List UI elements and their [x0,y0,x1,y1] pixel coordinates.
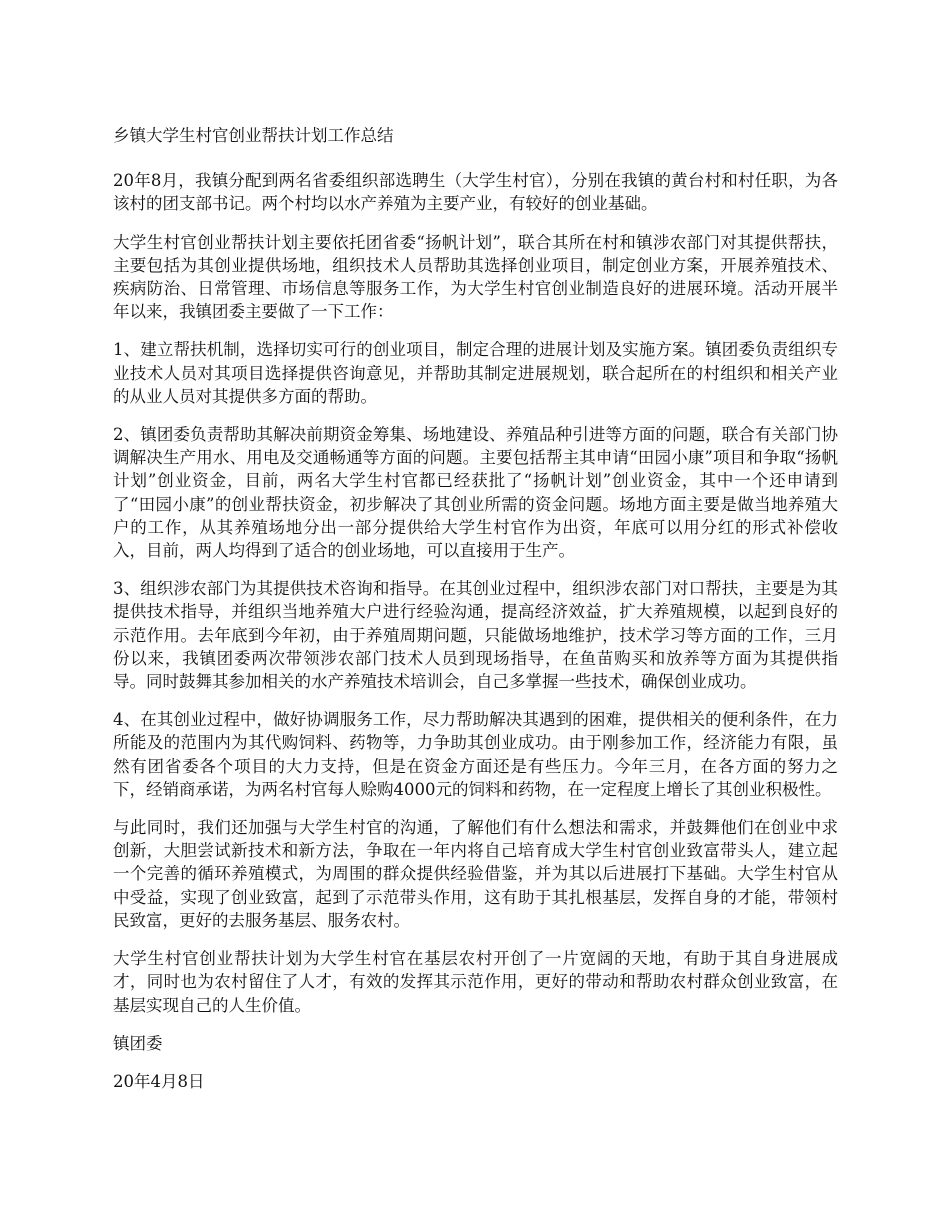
document-title: 乡镇大学生村官创业帮扶计划工作总结 [113,126,394,145]
document-date: 20年4月8日 [113,1071,205,1091]
paragraph-item-3: 3、组织涉农部门为其提供技术咨询和指导。在其创业过程中，组织涉农部门对口帮扶，主要是为其提供技术指导，并组织当地养殖大户进行经验沟通，提高经济效益，扩大养殖规模，以起到良好的示范作用。去年底到今年初，由于养殖周期问题，只能做场地维护，技术学习等方面的工作，三月份以来，我镇团委两次带领涉农部门技术人员到现场指导，在鱼苗购买和放养等方面为其提供指导。同时鼓舞其参加相关的水产养殖技术培训会，自己多掌握一些技术，确保创业成功。 [113,579,838,692]
paragraph-intro: 20年8月，我镇分配到两名省委组织部选聘生（大学生村官），分别在我镇的黄台村和村任职，为各该村的团支部书记。两个村均以水产养殖为主要产业，有较好的创业基础。 [113,171,838,214]
paragraph-item-1: 1、建立帮扶机制，选择切实可行的创业项目，制定合理的进展计划及实施方案。镇团委负责组织专业技术人员对其项目选择提供咨询意见，并帮助其制定进展规划，联合起所在的村组织和相关产业的从业人员对其提供多方面的帮助。 [113,340,838,406]
paragraph-communication: 与此同时，我们还加强与大学生村官的沟通，了解他们有什么想法和需求，并鼓舞他们在创业中求创新，大胆尝试新技术和新方法，争取在一年内将自己培育成大学生村官创业致富带头人，建立起一个完善的循环养殖模式，为周围的群众提供经验借鉴，并为其以后进展打下基础。大学生村官从中受益，实现了创业致富，起到了示范带头作用，这有助于其扎根基层，发挥自身的才能，带领村民致富，更好的去服务基层、服务农村。 [113,818,838,930]
paragraph-item-2: 2、镇团委负责帮助其解决前期资金筹集、场地建设、养殖品种引进等方面的问题，联合有关部门协调解决生产用水、用电及交通畅通等方面的问题。主要包括帮主其申请“田园小康”项目和争取“扬帆计划”创业资金，目前，两名大学生村官都已经获批了“扬帆计划”创业资金，其中一个还申请到了“田园小康”的创业帮扶资金，初步解决了其创业所需的资金问题。场地方面主要是做当地养殖大户的工作，从其养殖场地分出一部分提供给大学生村官作为出资，年底可以用分红的形式补偿收入，目前，两人均得到了适合的创业场地，可以直接用于生产。 [113,425,838,561]
signature: 镇团委 [113,1033,163,1053]
paragraph-conclusion: 大学生村官创业帮扶计划为大学生村官在基层农村开创了一片宽阔的天地，有助于其自身进展成才，同时也为农村留住了人才，有效的发挥其示范作用，更好的带动和帮助农村群众创业致富，在基层实现自己的人生价值。 [113,949,838,1015]
paragraph-item-4: 4、在其创业过程中，做好协调服务工作，尽力帮助解决其遇到的困难，提供相关的便利条件，在力所能及的范围内为其代购饲料、药物等，力争助其创业成功。由于刚参加工作，经济能力有限，虽然有团省委各个项目的大力支持，但是在资金方面还是有些压力。今年三月，在各方面的努力之下，经销商承诺，为两名村官每人赊购4000元的饲料和药物，在一定程度上增长了其创业积极性。 [113,710,838,799]
paragraph-overview: 大学生村官创业帮扶计划主要依托团省委“扬帆计划”，联合其所在村和镇涉农部门对其提供帮扶，主要包括为其创业提供场地，组织技术人员帮助其选择创业项目，制定创业方案，开展养殖技术、疾病防治、日常管理、市场信息等服务工作，为大学生村官创业制造良好的进展环境。活动开展半年以来，我镇团委主要做了一下工作： [113,232,838,322]
